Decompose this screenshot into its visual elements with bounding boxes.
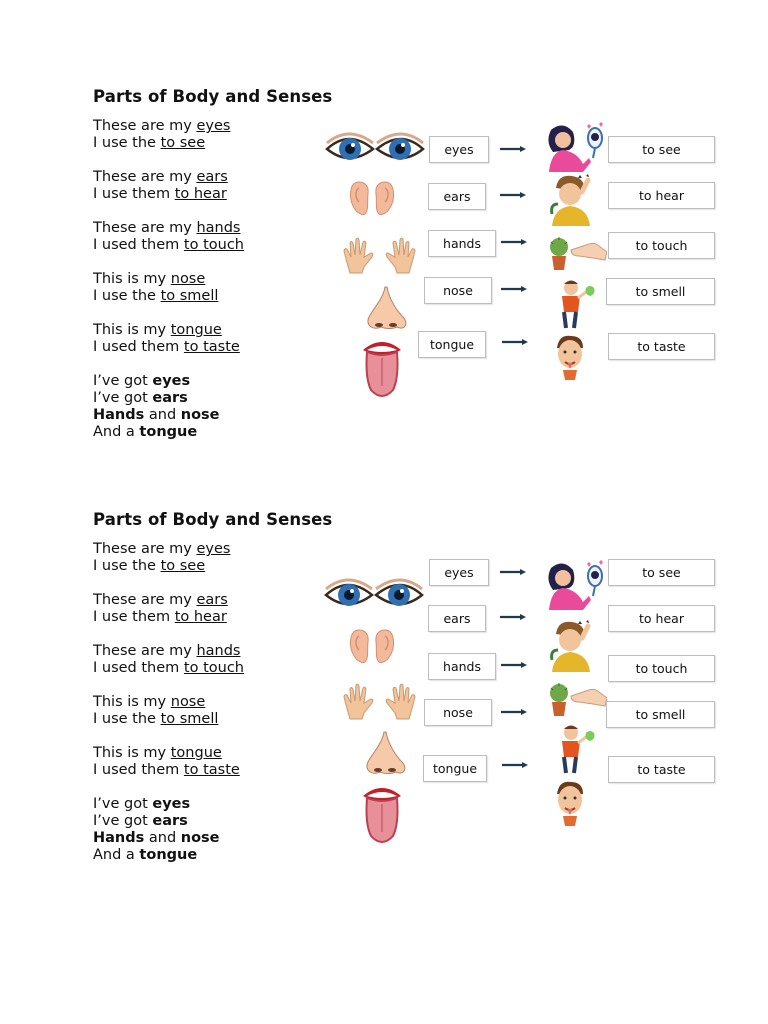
section-title: Parts of Body and Senses — [93, 510, 333, 529]
section-title: Parts of Body and Senses — [93, 87, 333, 106]
part-box-nose: nose — [424, 277, 492, 304]
eyes-icon — [324, 577, 424, 613]
verse-hands: These are my hands I used them to touch — [93, 220, 244, 253]
arrow-icon — [501, 662, 527, 668]
part-box-tongue: tongue — [418, 331, 486, 358]
verse-eyes: These are my eyes I use the to see — [93, 541, 231, 574]
verse-ears: These are my ears I use them to hear — [93, 592, 228, 625]
hands-icon — [342, 683, 417, 720]
ears-icon — [347, 628, 397, 666]
boy-smelling-icon — [556, 725, 596, 775]
verse-hands: These are my hands I used them to touch — [93, 643, 244, 676]
girl-mirror-icon — [543, 560, 605, 610]
sense-box-see: to see — [608, 559, 715, 586]
part-box-ears: ears — [428, 183, 486, 210]
sense-box-hear: to hear — [608, 182, 715, 209]
part-box-nose: nose — [424, 699, 492, 726]
boy-tasting-icon — [553, 780, 587, 826]
chorus: I’ve got eyes I’ve got ears Hands and nose And a tongue — [93, 373, 220, 440]
verse-nose: This is my nose I use the to smell — [93, 271, 219, 304]
cactus-touch-icon — [549, 682, 607, 718]
sense-box-touch: to touch — [608, 232, 715, 259]
arrow-icon — [501, 709, 527, 715]
sense-box-smell: to smell — [606, 278, 715, 305]
part-box-eyes: eyes — [429, 559, 489, 586]
part-box-eyes: eyes — [429, 136, 489, 163]
arrow-icon — [500, 614, 526, 620]
sense-box-see: to see — [608, 136, 715, 163]
tongue-icon — [361, 784, 403, 844]
verse-tongue: This is my tongue I used them to taste — [93, 745, 240, 778]
sense-box-smell: to smell — [606, 701, 715, 728]
part-box-tongue: tongue — [423, 755, 487, 782]
part-box-ears: ears — [428, 605, 486, 632]
chorus: I’ve got eyes I’ve got ears Hands and nose And a tongue — [93, 796, 220, 863]
sense-box-touch: to touch — [608, 655, 715, 682]
verse-nose: This is my nose I use the to smell — [93, 694, 219, 727]
part-box-hands: hands — [428, 230, 496, 257]
verse-tongue: This is my tongue I used them to taste — [93, 322, 240, 355]
arrow-icon — [500, 569, 526, 575]
sense-box-taste: to taste — [608, 756, 715, 783]
nose-icon — [362, 730, 408, 776]
verse-eyes: These are my eyes I use the to see — [93, 118, 231, 151]
boy-listening-icon — [548, 620, 596, 672]
sense-box-hear: to hear — [608, 605, 715, 632]
part-box-hands: hands — [428, 653, 496, 680]
verse-ears: These are my ears I use them to hear — [93, 169, 228, 202]
verses — [93, 541, 244, 881]
sense-box-taste: to taste — [608, 333, 715, 360]
arrow-icon — [502, 762, 528, 768]
